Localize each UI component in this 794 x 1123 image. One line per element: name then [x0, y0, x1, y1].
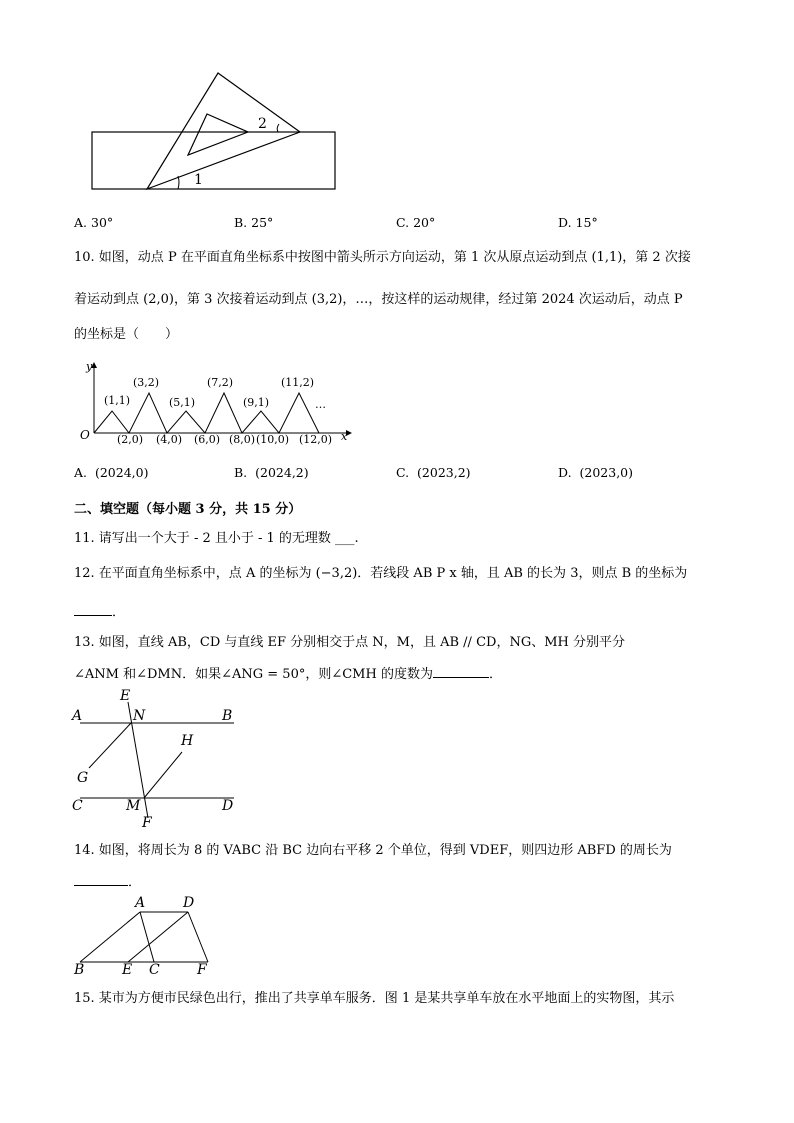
q13-label-f: F — [142, 815, 152, 831]
q13-label-g: G — [77, 770, 89, 786]
q13-label-e: E — [120, 688, 131, 704]
q13-label-d: D — [222, 798, 234, 814]
q10-line3: 的坐标是（ ） — [74, 327, 179, 342]
q14-label-d: D — [183, 895, 195, 911]
q15-line1: 15. 某市为方便市民绿色出行，推出了共享单车服务．图 1 是某共享单车放在水平地面上的实物图，其示 — [74, 991, 675, 1006]
q10-option-d[interactable]: D. (2023,0) — [558, 465, 634, 480]
q14-label-a: A — [135, 895, 146, 911]
angle1-arc — [178, 176, 179, 189]
q10-line2: 着运动到点 (2,0)，第 3 次接着运动到点 (3,2)，…，按这样的运动规律，经过第 2024 次运动后，动点 P — [74, 292, 683, 307]
point-label-7-2: (7,2) — [207, 376, 234, 389]
q14-label-e: E — [122, 962, 133, 978]
ruler — [92, 132, 335, 189]
q13-label-n: N — [133, 708, 146, 724]
y-axis-label: y — [86, 360, 93, 373]
angle2-arc — [277, 124, 279, 132]
origin-label: O — [80, 428, 90, 442]
q13-figure — [74, 690, 244, 830]
q13-line1: 13. 如图，直线 AB，CD 与直线 EF 分别相交于点 N，M，且 AB // CD，NG、MH 分别平分 — [74, 635, 625, 650]
set-square-inner — [188, 114, 248, 155]
q14-line2: ． — [74, 873, 141, 892]
q14-answer-blank[interactable] — [74, 873, 128, 886]
point-label-9-1: (9,1) — [243, 396, 270, 409]
q13-label-a: A — [72, 708, 83, 724]
q10-option-b[interactable]: B. (2024,2) — [234, 465, 309, 480]
q9-figure — [90, 70, 350, 195]
q10-option-c[interactable]: C. (2023,2) — [396, 465, 471, 480]
q10-option-a[interactable]: A. (2024,0) — [74, 465, 149, 480]
q9-option-d[interactable]: D. 15° — [558, 215, 598, 230]
q13-answer-blank[interactable] — [433, 665, 489, 678]
q9-option-b[interactable]: B. 25° — [234, 215, 274, 230]
q9-option-c[interactable]: C. 20° — [396, 215, 436, 230]
point-label-5-1: (5,1) — [169, 396, 196, 409]
q14-line1: 14. 如图，将周长为 8 的 VABC 沿 BC 边向右平移 2 个单位，得到 VDEF，则四边形 ABFD 的周长为 — [74, 843, 672, 858]
q13-line2: ∠ANM 和∠DMN．如果∠ANG = 50°，则∠CMH 的度数为 ． — [74, 667, 502, 682]
q12-line1: 12. 在平面直角坐标系中，点 A 的坐标为 (−3,2)．若线段 AB P x 轴，且 AB 的长为 3，则点 B 的坐标为 — [74, 566, 688, 581]
ellipsis: … — [315, 398, 326, 411]
point-label-2-0: (2,0) — [117, 433, 144, 446]
x-axis-label: x — [341, 430, 348, 443]
point-label-11-2: (11,2) — [281, 376, 315, 389]
q11-text: 11. 请写出一个大于 - 2 且小于 - 1 的无理数 ___. — [74, 531, 359, 546]
point-label-6-0: (6,0) — [194, 433, 221, 446]
point-label-1-1: (1,1) — [104, 394, 131, 407]
point-label-12-0: (12,0) — [299, 433, 333, 446]
q13-label-b: B — [222, 708, 233, 724]
q9-option-a[interactable]: A. 30° — [74, 215, 114, 230]
angle2-label: 2 — [258, 116, 267, 132]
q13-label-c: C — [72, 798, 83, 814]
section-heading: 二、填空题（每小题 3 分，共 15 分） — [74, 502, 302, 517]
angle1-label: 1 — [194, 172, 203, 188]
q12-line2: ． — [74, 603, 125, 622]
q13-label-h: H — [181, 733, 194, 749]
point-label-3-2: (3,2) — [133, 376, 160, 389]
point-label-8-0: (8,0) — [229, 433, 256, 446]
q12-answer-blank[interactable] — [74, 603, 112, 616]
q13-label-m: M — [126, 798, 141, 814]
q14-label-f: F — [197, 962, 207, 978]
q14-label-b: B — [74, 962, 85, 978]
q10-line1: 10. 如图，动点 P 在平面直角坐标系中按图中箭头所示方向运动，第 1 次从原点运动到点 (1,1)，第 2 次接 — [74, 250, 691, 265]
q14-label-c: C — [149, 962, 160, 978]
point-label-4-0: (4,0) — [156, 433, 183, 446]
point-label-10-0: (10,0) — [256, 433, 290, 446]
